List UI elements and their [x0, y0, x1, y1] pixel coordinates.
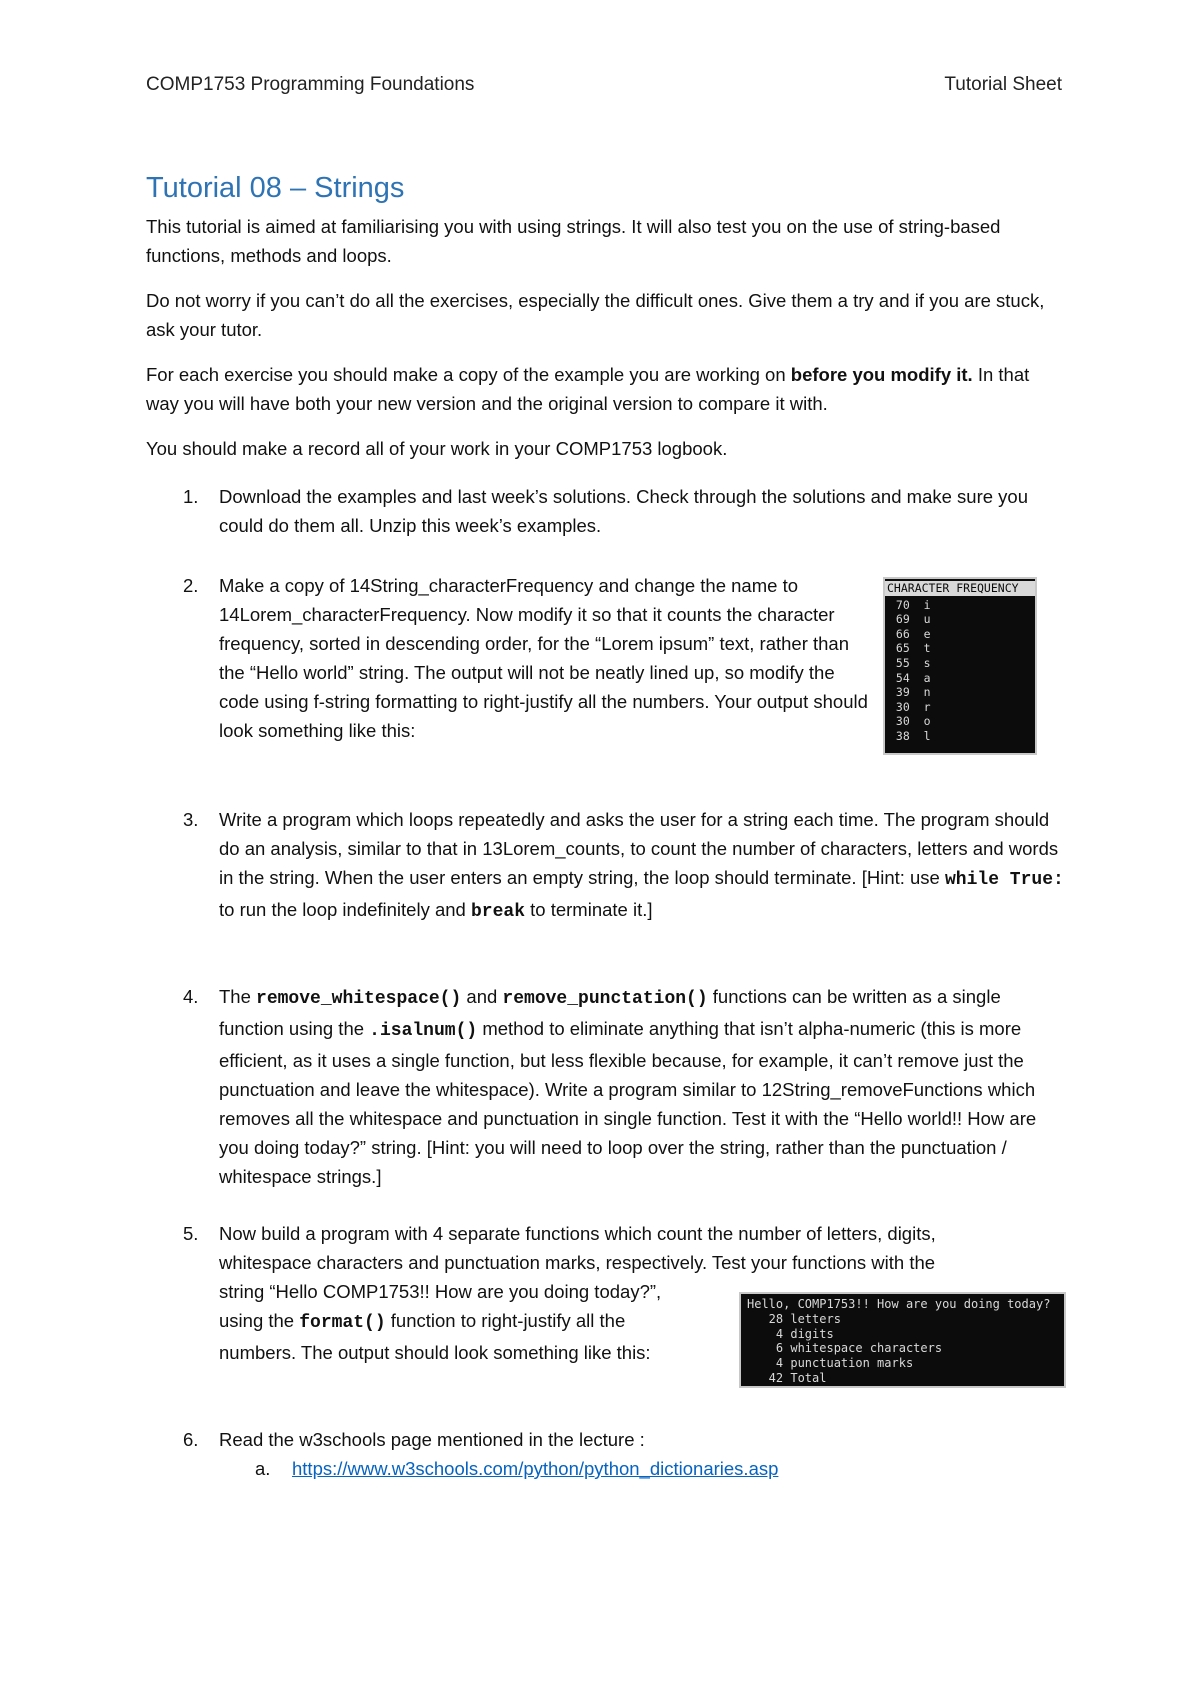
code-remove-whitespace: remove_whitespace()	[256, 989, 462, 1009]
exercise-4-text	[219, 982, 1069, 1191]
exercise-1-number: 1.	[183, 486, 199, 507]
exercise-4-text-c: functions can be written as a single function using the	[219, 986, 1001, 1039]
terminal-1-row: 65 t	[889, 641, 931, 656]
exercise-5-line-2: whitespace characters and punctuation marks, respectively. Test your functions with the	[219, 1252, 936, 1273]
exercise-2-number: 2.	[183, 575, 199, 596]
string-analysis-output-screenshot	[739, 1292, 1066, 1388]
intro-p3-end: In that way you will have both your new version and the original version to compare it with.	[146, 364, 1030, 414]
intro-p3-bold: before you modify it.	[790, 364, 973, 385]
intro-paragraph-4: You should make a record all of your work in your COMP1753 logbook.	[146, 438, 728, 459]
exercise-6-number: 6.	[183, 1429, 199, 1450]
exercise-3-text	[219, 805, 1064, 927]
header-sheet-type: Tutorial Sheet	[944, 74, 1062, 95]
exercise-5-line-4-a: using the	[219, 1310, 300, 1331]
exercise-5-line-4-b: function to right-justify all the	[385, 1310, 626, 1331]
exercise-4-number: 4.	[183, 986, 199, 1007]
character-frequency-output-screenshot	[883, 577, 1037, 755]
terminal-1-row: 69 u	[889, 612, 931, 627]
exercise-5-line-3: string “Hello COMP1753!! How are you doing today?”,	[219, 1281, 662, 1302]
exercise-2-text: Make a copy of 14String_characterFrequency and change the name to 14Lorem_characterFrequency. Now modify it so that it counts the character frequency, sorted in descending order, for the “Lorem ipsum” text, rather than the “Hello world” string. The output will not be neatly lined up, so modify the code using f-string formatting to right-justify all the numbers. Your output should look something like this:	[219, 575, 868, 741]
intro-paragraph-2: Do not worry if you can’t do all the exercises, especially the difficult ones. Give them a try and if you are stuck, ask your tutor.	[146, 290, 1045, 340]
terminal-1-row: 70 i	[889, 597, 931, 612]
code-remove-punctation: remove_punctation()	[502, 989, 708, 1009]
exercise-4-text-b: and	[461, 986, 503, 1007]
terminal-2-row: Hello, COMP1753!! How are you doing today?	[747, 1297, 1051, 1311]
exercise-3-text-a: Write a program which loops repeatedly and asks the user for a string each time. The program should do an analysis, similar to that in 13Lorem_counts, to count the number of characters, letters and words in the string. When the user enters an empty string, the loop should terminate. [Hint: use	[219, 809, 1059, 888]
w3schools-dictionaries-link[interactable]: https://www.w3schools.com/python/python_dictionaries.asp	[292, 1458, 779, 1479]
code-while-true: while True:	[945, 870, 1064, 890]
terminal-2-row: 4 digits	[747, 1326, 834, 1341]
exercise-6-text: Read the w3schools page mentioned in the lecture :	[219, 1429, 645, 1450]
terminal-2-row: 6 whitespace characters	[747, 1341, 943, 1356]
header-course-title: COMP1753 Programming Foundations	[146, 74, 475, 95]
exercise-4-text-d: method to eliminate anything that isn’t alpha-numeric (this is more efficient, as it uses a single function, but less flexible because, for example, it can’t remove just the punctuation and leave the whitespace). Write a program similar to 12String_removeFunctions which removes all the whitespace and punctuation in single function. Test it with the “Hello world!! How are you doing today?” string. [Hint: you will need to loop over the string, rather than the punctuation / whitespace strings.]	[219, 1018, 1037, 1187]
terminal-2-row: 28 letters	[747, 1311, 841, 1326]
terminal-1-row: 30 o	[889, 714, 931, 729]
terminal-1-row: 55 s	[889, 655, 931, 670]
exercise-3-number: 3.	[183, 809, 199, 830]
intro-paragraph-1: This tutorial is aimed at familiarising you with using strings. It will also test you on the use of string-based functions, methods and loops.	[146, 216, 1001, 266]
code-isalnum: .isalnum()	[369, 1021, 478, 1041]
code-break: break	[470, 902, 525, 922]
exercise-3-text-b: to run the loop indefinitely and	[219, 899, 471, 920]
exercise-5-line-1: Now build a program with 4 separate functions which count the number of letters, digits,	[219, 1223, 936, 1244]
exercise-4-text-a: The	[219, 986, 257, 1007]
intro-p3-start: For each exercise you should make a copy of the example you are working on	[146, 364, 791, 385]
terminal-1-row: 39 n	[889, 685, 931, 700]
terminal-1-row: 38 l	[889, 728, 931, 743]
exercise-3-text-c: to terminate it.]	[525, 899, 653, 920]
exercise-5-number: 5.	[183, 1223, 199, 1244]
terminal-2-row: 42 Total	[747, 1370, 827, 1385]
terminal-2-row: 4 punctuation marks	[747, 1356, 914, 1371]
code-format: format()	[299, 1313, 386, 1333]
terminal-1-row: 66 e	[889, 626, 931, 641]
exercise-6a-marker: a.	[255, 1458, 271, 1479]
exercise-1-text: Download the examples and last week’s solutions. Check through the solutions and make sure you could do them all. Unzip this week’s examples.	[219, 486, 1028, 536]
terminal-1-header: CHARACTER FREQUENCY	[885, 581, 1035, 596]
intro-paragraph-3	[146, 360, 1064, 418]
terminal-1-row: 30 r	[889, 699, 931, 714]
page-title: Tutorial 08 – Strings	[146, 172, 405, 204]
terminal-1-row: 54 a	[889, 670, 931, 685]
exercise-5-line-5: numbers. The output should look something like this:	[219, 1342, 651, 1363]
